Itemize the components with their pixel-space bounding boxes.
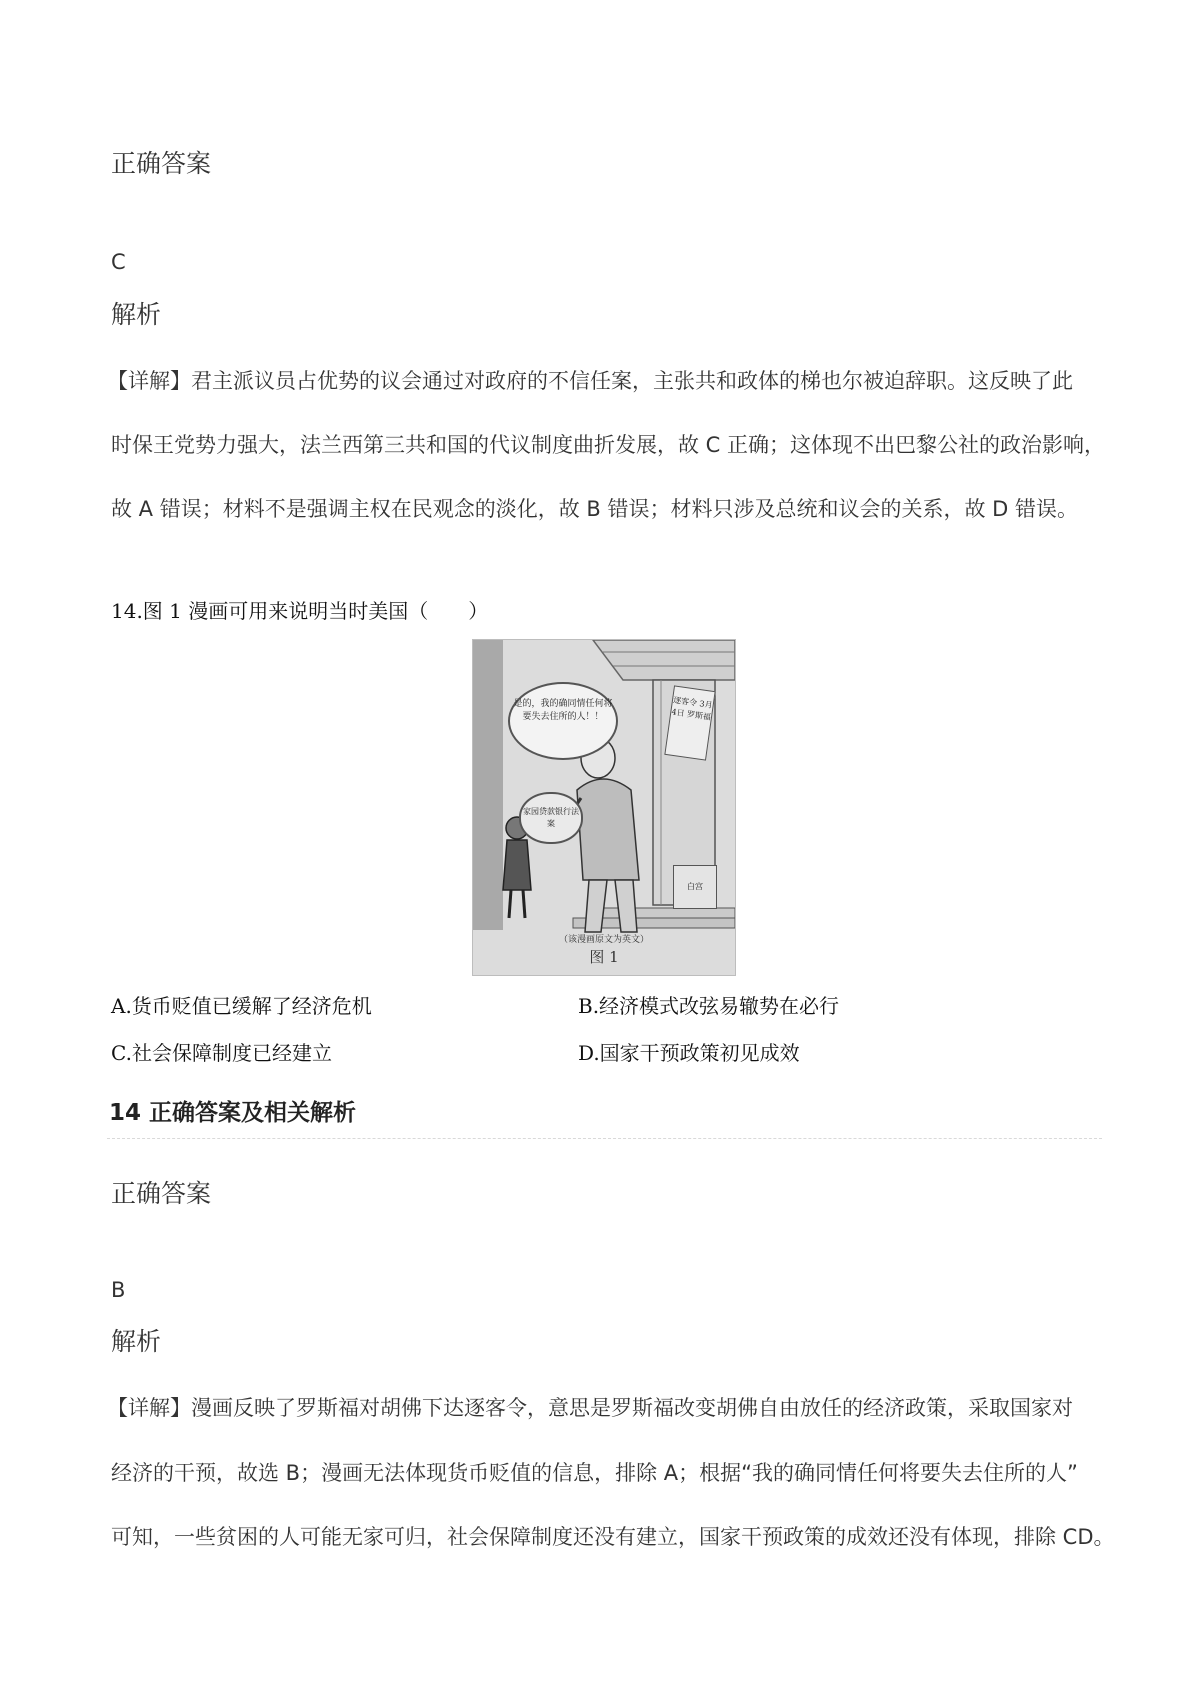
section-divider — [107, 1138, 1102, 1139]
detail-line-3: 故 A 错误；材料不是强调主权在民观念的淡化，故 B 错误；材料只涉及总统和议会的关系，故 D 错误。 — [111, 497, 1078, 521]
figure-note: （该漫画原文为英文） — [558, 935, 649, 945]
white-house-box: 白宫 — [673, 865, 717, 909]
notice-sign: 逐客令 3月4日 罗斯福 — [664, 685, 715, 760]
sack-label: 家园贷款银行法案 — [519, 792, 583, 844]
cartoon-figure — [472, 639, 736, 976]
correct-answer-value-14: B — [111, 1278, 126, 1302]
detail-line-14-2: 经济的干预，故选 B；漫画无法体现货币贬值的信息，排除 A；根据“我的确同情任何将要失去住所的人” — [111, 1461, 1078, 1485]
question-stem: 14.图 1 漫画可用来说明当时美国（ ） — [111, 599, 489, 623]
correct-answer-value: C — [111, 250, 126, 274]
detail-line-14-1: 【详解】漫画反映了罗斯福对胡佛下达逐客令，意思是罗斯福改变胡佛自由放任的经济政策，采取国家对 — [107, 1396, 1073, 1420]
analysis-label-14: 解析 — [111, 1327, 162, 1356]
option-c: C.社会保障制度已经建立 — [111, 1041, 332, 1065]
option-b: B.经济模式改弦易辙势在必行 — [578, 994, 840, 1018]
speech-bubble: 是的，我的确同情任何将要失去住所的人！！ — [508, 682, 618, 760]
analysis-label: 解析 — [111, 300, 162, 329]
detail-line-2: 时保王党势力强大，法兰西第三共和国的代议制度曲折发展，故 C 正确；这体现不出巴黎公社的政治影响， — [111, 433, 1106, 457]
figure-caption: 图 1 — [589, 948, 619, 966]
option-a: A.货币贬值已缓解了经济危机 — [111, 994, 372, 1018]
correct-answer-label-14: 正确答案 — [111, 1179, 212, 1208]
section-title: 14 正确答案及相关解析 — [109, 1100, 357, 1126]
option-d: D.国家干预政策初见成效 — [578, 1041, 800, 1065]
detail-line-14-3: 可知，一些贫困的人可能无家可归，社会保障制度还没有建立，国家干预政策的成效还没有体现，排除 CD。 — [111, 1525, 1115, 1549]
correct-answer-label: 正确答案 — [111, 149, 212, 178]
detail-line-1: 【详解】君主派议员占优势的议会通过对政府的不信任案，主张共和政体的梯也尔被迫辞职。这反映了此 — [107, 369, 1073, 393]
